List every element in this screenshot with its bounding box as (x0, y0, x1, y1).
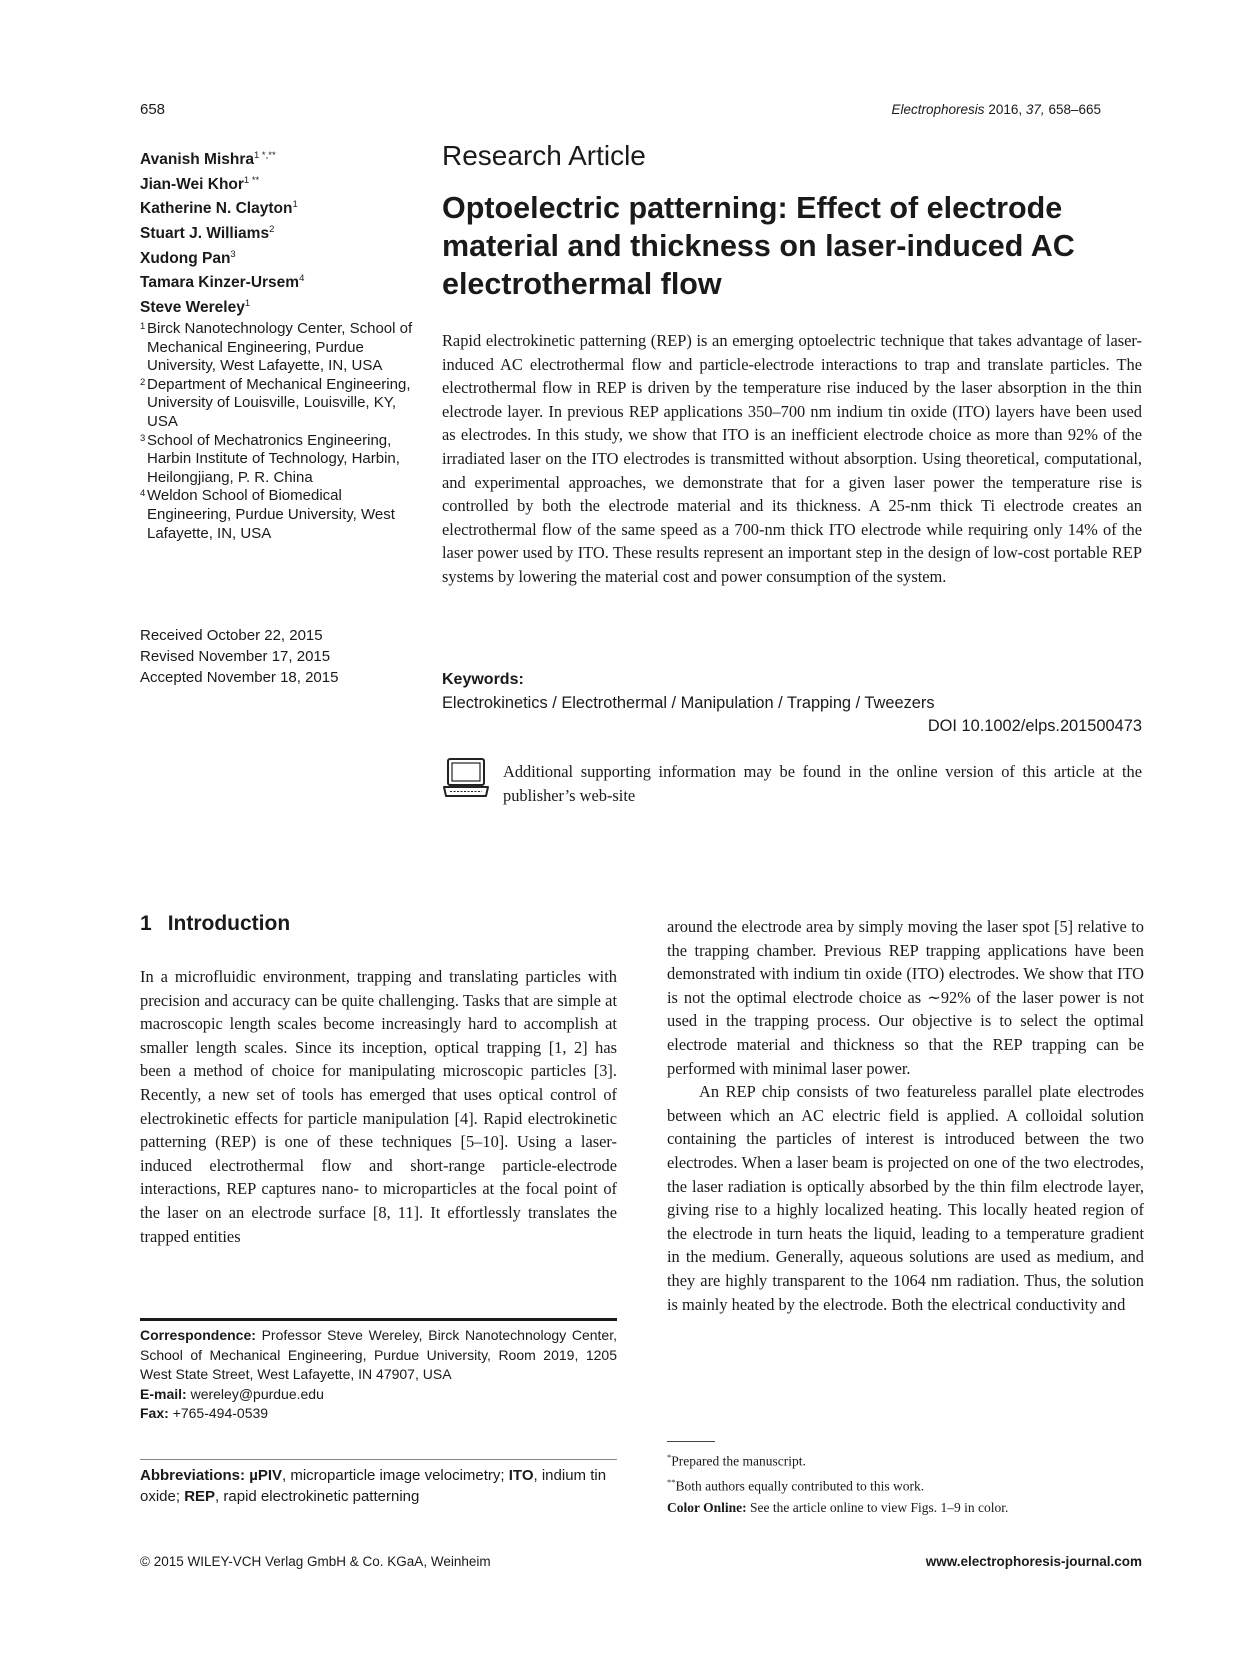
affiliation: 3 School of Mechatronics Engineering, Harbin Institute of Technology, Harbin, Heilongjiang, P. R. China (140, 431, 400, 486)
revised-date: Revised November 17, 2015 (140, 647, 331, 665)
author: Jian-Wei Khor$^{1 **}$ (140, 174, 260, 193)
email-address[interactable]: wereley@purdue.edu (190, 1385, 324, 1402)
affiliation: 2 Department of Mechanical Engineering, University of Louisville, Louisville, KY, USA (140, 375, 411, 430)
affiliation: 4 Weldon School of Biomedical Engineering, Purdue University, West Lafayette, IN, USA (140, 487, 395, 542)
body-column-left (140, 965, 617, 1248)
footnotes (667, 1447, 1144, 1519)
doi[interactable]: DOI 10.1002/elps.201500473 (927, 717, 1142, 735)
color-online-label: Color Online: (667, 1500, 747, 1516)
author: Katherine N. Clayton$^1$ (140, 199, 298, 218)
accepted-date: Accepted November 18, 2015 (140, 668, 339, 686)
fax-label: Fax: (140, 1405, 169, 1422)
affiliation-list (140, 320, 415, 543)
article-title: Optoelectric patterning: Effect of electrode material and thickness on laser-induced AC electrothermal flow (442, 191, 1075, 301)
section-title: Introduction (167, 912, 291, 935)
body-column-right (667, 915, 1144, 1316)
computer-icon (442, 757, 490, 799)
abbreviation-definition: indium tin oxide; (140, 1467, 607, 1505)
correspondence-label: Correspondence: (140, 1327, 256, 1343)
footnote: **Both authors equally contributed to this work. (667, 1477, 925, 1494)
journal-volume: 37, (1025, 102, 1045, 117)
keywords-heading: Keywords: (442, 671, 524, 688)
email-label: E-mail: (140, 1385, 187, 1402)
paragraph: In a microfluidic environment, trapping and translating particles with precision and accuracy can be quite challenging. Tasks that are simple at macroscopic length scales become increasingly hard to accomplish at smaller length scales. Since its inception, optical trapping [1, 2] has been a method of choice for manipulating microscopic particles [3]. Recently, a new set of tools has emerged that uses optical control of electrokinetic effects for particle manipulation [4]. Rapid electrokinetic patterning (REP) is one of these techniques [5–10]. Using a laser-induced electrothermal flow and short-range particle-electrode interactions, REP captures nano- to microparticles at the focal point of the laser on an electrode surface [8, 11]. It effortlessly translates the trapped entities (140, 967, 617, 1246)
fax-number: +765-494-0539 (172, 1405, 269, 1422)
journal-name: Electrophoresis (891, 102, 985, 117)
author-list (140, 146, 420, 319)
author: Xudong Pan$^3$ (140, 248, 236, 267)
supporting-info-note: Additional supporting information may be found in the online version of this article at the publisher’s web-site (503, 762, 1142, 805)
abstract: Rapid electrokinetic patterning (REP) is an emerging optoelectric technique that takes advantage of laser-induced AC electrothermal flow and particle-electrode interactions to trap and translate particles. The electrothermal flow in REP is driven by the temperature rise induced by the laser absorption in the thin electrode layer. In previous REP applications 350–700 nm indium tin oxide (ITO) layers have been used as electrodes. In this study, we show that ITO is an inefficient electrode choice as more than 92% of the irradiated laser on the ITO electrodes is transmitted without absorption. Using theoretical, computational, and experimental approaches, we demonstrate that for a given laser power the temperature rise is controlled by both the electrode material and its thickness. A 25-nm thick Ti electrode creates an electrothermal flow of the same speed as a 700-nm thick ITO electrode while requiring only 14% of the laser power used by ITO. These results represent an important step in the design of low-cost portable REP systems by lowering the material cost and power consumption of the system. (442, 331, 1142, 586)
correspondence-address: Professor Steve Wereley, Birck Nanotechnology Center, School of Mechanical Engineering, Purdue University, Room 2019, 1205 West State Street, West Lafayette, IN 47907, USA (140, 1327, 617, 1383)
article-dates (140, 626, 338, 688)
author: Tamara Kinzer-Ursem$^4$ (140, 273, 305, 292)
abbreviation: REP (184, 1487, 216, 1505)
author: Avanish Mishra$^{1 *,**}$ (140, 150, 276, 169)
abbreviations-label: Abbreviations: (140, 1467, 246, 1484)
abbreviations-block: Abbreviations: µPIV, microparticle image velocimetry; ITO, indium tin oxide; REP, rapid electrokinetic patterning (140, 1467, 607, 1505)
footnote-divider (667, 1441, 715, 1442)
copyright-notice: © 2015 WILEY-VCH Verlag GmbH & Co. KGaA, Weinheim (140, 1554, 491, 1569)
footnote: Color Online: See the article online to view Figs. 1–9 in color. (667, 1500, 1009, 1516)
paragraph: around the electrode area by simply moving the laser spot [5] relative to the trapping chamber. Previous REP trapping applications have been demonstrated with indium tin oxide (ITO) electrodes. We show that ITO is not the optimal electrode choice as ∼92% of the laser power is not used in the trapping process. Our objective is to select the optimal electrode material and thickness so that the REP trapping can be performed with minimal laser power. (667, 917, 1144, 1078)
journal-website-link[interactable]: www.electrophoresis-journal.com (925, 1554, 1142, 1569)
paragraph: An REP chip consists of two featureless parallel plate electrodes between which an AC electric field is applied. A colloidal solution containing the particles of interest is introduced between the two electrodes. When a laser beam is projected on one of the two electrodes, the laser radiation is optically absorbed by the thin film electrode layer, giving rise to a highly localized heating. This locally heated region of the electrode in turn heats the liquid, leading to a temperature gradient in the medium. Generally, aqueous solutions are used as medium, and they are highly transparent to the 1064 nm radiation. Thus, the solution is mainly heated by the electrode. Both the electrical conductivity and (667, 1082, 1144, 1314)
journal-year: 2016, (988, 102, 1023, 117)
section-heading (140, 912, 290, 936)
journal-pages: 658–665 (1048, 102, 1101, 117)
abbreviation: µPIV (249, 1467, 283, 1484)
footnote: *Prepared the manuscript. (667, 1452, 806, 1469)
abbreviation-definition: microparticle image velocimetry; (290, 1467, 505, 1484)
journal-reference (892, 102, 1101, 117)
keywords-list: Electrokinetics / Electrothermal / Manipulation / Trapping / Tweezers (442, 694, 935, 712)
page-number: 658 (140, 101, 166, 118)
abbreviation: ITO (508, 1467, 534, 1484)
author: Stuart J. Williams$^2$ (140, 223, 275, 243)
article-type: Research Article (442, 140, 646, 171)
correspondence-block (140, 1326, 617, 1424)
affiliation: 1 Birck Nanotechnology Center, School of Mechanical Engineering, Purdue University, West Lafayette, IN, USA (140, 320, 413, 375)
divider (140, 1459, 617, 1460)
section-number: 1 (140, 912, 152, 935)
divider (140, 1318, 617, 1321)
abbreviation-definition: rapid electrokinetic patterning (223, 1487, 420, 1505)
received-date: Received October 22, 2015 (140, 627, 323, 644)
author: Steve Wereley$^1$ (140, 297, 251, 317)
